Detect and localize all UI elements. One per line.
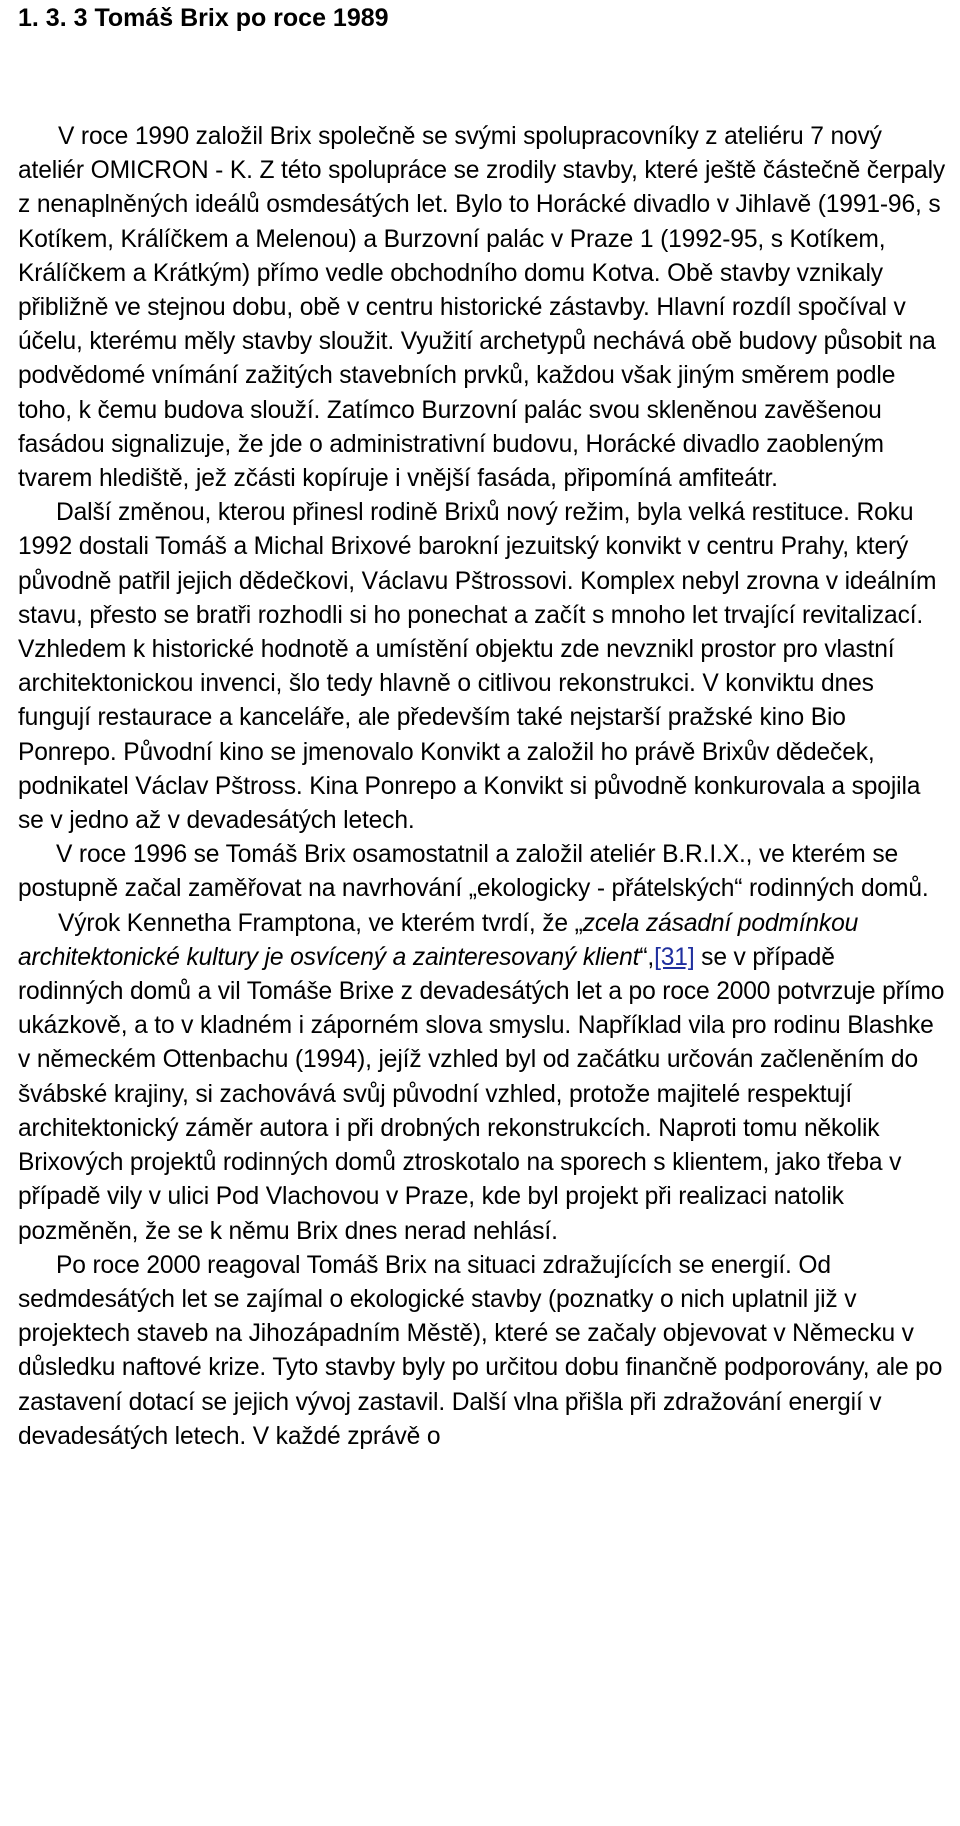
paragraph-4-rest: se v případě rodinných domů a vil Tomáše Brixe z devadesátých let a po roce 2000 potvrzuje přímo ukázkově, a to v kladném i záporném slova smyslu. Například vila pro rodinu Blashke v německém Ottenbachu (1994), jejíž vzhled byl od začátku určován začleněním do švábské krajiny, si zachovává svůj původní vzhled, protože majitelé respektují architektonický záměr autora i při drobných rekonstrukcích. Naproti tomu několik Brixových projektů rodinných domů ztroskotalo na sporech s klientem, jako třeba v případě vily v ulici Pod Vlachovou v Praze, kde byl projekt při realizaci natolik pozměněn, že se k němu Brix dnes nerad nehlásí.	[18, 943, 945, 1245]
section-heading: 1. 3. 3 Tomáš Brix po roce 1989	[18, 4, 389, 32]
paragraph-4	[18, 907, 946, 1249]
paragraph-2: Další změnou, kterou přinesl rodině Brixů nový režim, byla velká restituce. Roku 1992 dostali Tomáš a Michal Brixové barokní jezuitský konvikt v centru Prahy, který původně patřil jejich dědečkovi, Václavu Pštrossovi. Komplex nebyl zrovna v ideálním stavu, přesto se bratři rozhodli si ho ponechat a začít s mnoho let trvající revitalizací. Vzhledem k historické hodnotě a umístění objektu zde nevznikl prostor pro vlastní architektonickou invenci, šlo tedy hlavně o citlivou rekonstrukci. V konviktu dnes fungují restaurace a kanceláře, ale především také nejstarší pražské kino Bio Ponrepo. Původní kino se jmenovalo Konvikt a založil ho právě Brixův dědeček, podnikatel Václav Pštross. Kina Ponrepo a Konvikt si původně konkurovala a spojila se v jedno až v devadesátých letech.	[18, 499, 937, 835]
quote-close: “,	[639, 943, 655, 971]
footnote-link-31[interactable]: [31]	[654, 943, 695, 971]
frampton-quote: zcela zásadní podmínkou architektonické kultury je osvícený a zainteresovaný klient	[18, 909, 859, 971]
paragraph-5: Po roce 2000 reagoval Tomáš Brix na situaci zdražujících se energií. Od sedmdesátých let se zajímal o ekologické stavby (poznatky o nich uplatnil již v projektech staveb na Jihozápadním Městě), které se začaly objevovat v Německu v důsledku naftové krize. Tyto stavby byly po určitou dobu finančně podporovány, ale po zastavení dotací se jejich vývoj zastavil. Další vlna přišla při zdražování energií v devadesátých letech. V každé zprávě o	[18, 1251, 943, 1450]
paragraph-3: V roce 1996 se Tomáš Brix osamostatnil a založil ateliér B.R.I.X., ve kterém se postupně začal zaměřovat na navrhování „ekologicky - přátelských“ rodinných domů.	[18, 841, 929, 903]
paragraph-4-lead: Výrok Kennetha Framptona, ve kterém tvrdí, že „	[58, 909, 583, 937]
body-text	[18, 120, 946, 1454]
paragraph-1: V roce 1990 založil Brix společně se svými spolupracovníky z ateliéru 7 nový ateliér OMICRON - K. Z této spolupráce se zrodily stavby, které ještě částečně čerpaly z nenaplněných ideálů osmdesátých let. Bylo to Horácké divadlo v Jihlavě (1991-96, s Kotíkem, Králíčkem a Melenou) a Burzovní palác v Praze 1 (1992-95, s Kotíkem, Králíčkem a Krátkým) přímo vedle obchodního domu Kotva. Obě stavby vznikaly přibližně ve stejnou dobu, obě v centru historické zástavby. Hlavní rozdíl spočíval v účelu, kterému měly stavby sloužit. Využití archetypů nechává obě budovy působit na podvědomé vnímání zažitých stavebních prvků, každou však jiným směrem podle toho, k čemu budova slouží. Zatímco Burzovní palác svou skleněnou zavěšenou fasádou signalizuje, že jde o administrativní budovu, Horácké divadlo zaobleným tvarem hlediště, jež zčásti kopíruje i vnější fasáda, připomíná amfiteátr.	[18, 123, 946, 493]
